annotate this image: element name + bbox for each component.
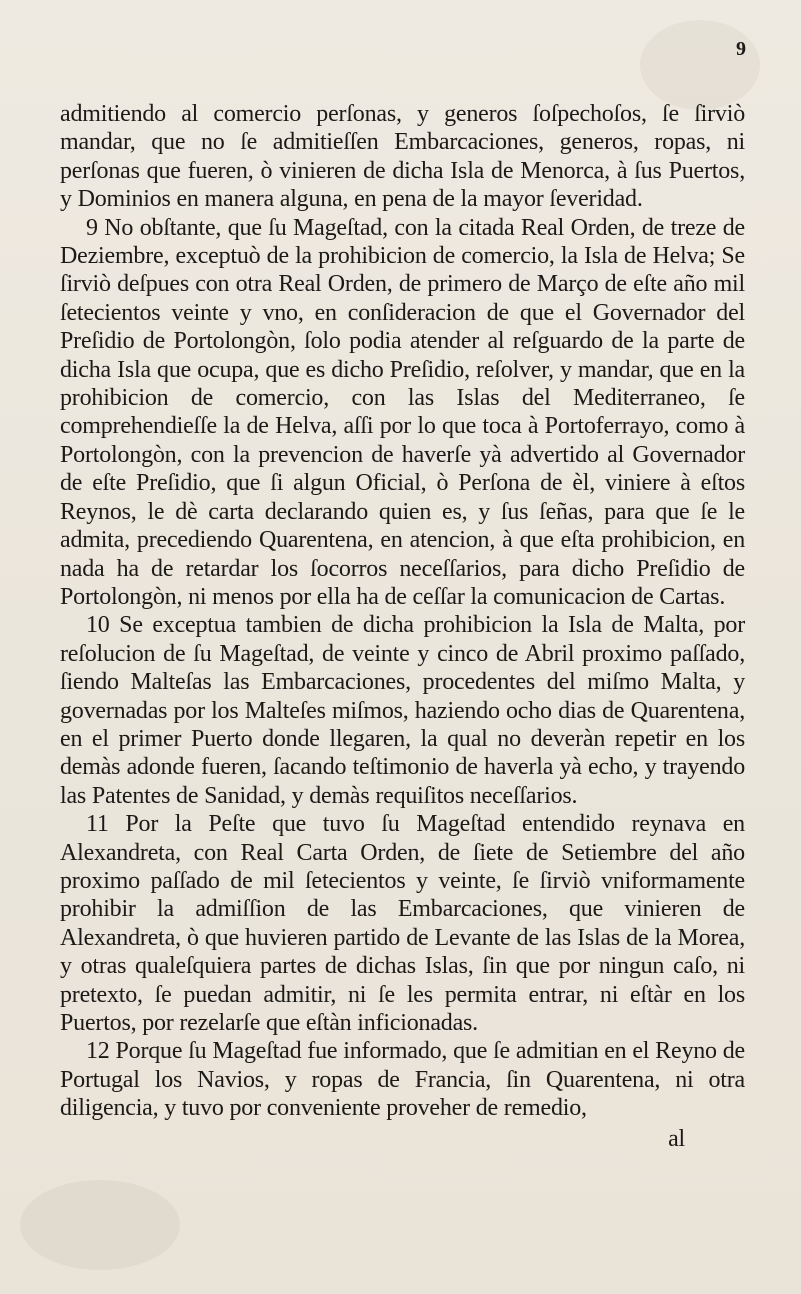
- catchword: al: [668, 1125, 685, 1152]
- page-number: 9: [736, 38, 746, 60]
- paragraph-9: 9 No obſtante, que ſu Mageſtad, con la citada Real Orden, de treze de Deziembre, exceptuò de la prohibicion de comercio, la Isla de Helva; Se ſirviò deſpues con otra Real Orden, de primero de Março de eſte año mil ſetecientos veinte y vno, en conſideracion de que el Governador del Preſidio de Portolongòn, ſolo podia atender al reſguardo de la parte de dicha Isla que ocupa, que es dicho Preſidio, reſolver, y mandar, que en la prohibicion de comercio, con las Islas del Mediterraneo, ſe comprehendieſſe la de Helva, aſſi por lo que toca à Portoferrayo, como à Portolongòn, con la prevencion de haverſe yà advertido al Governador de eſte Preſidio, que ſi algun Oficial, ò Perſona de èl, viniere à eſtos Reynos, le dè carta declarando quien es, y ſus ſeñas, para que ſe le admita, precediendo Quarentena, en atencion, à que eſta prohibicion, en nada ha de retardar los ſocorros neceſſarios, para dicho Preſidio de Portolongòn, ni menos por ella ha de ceſſar la comunicacion de Cartas.: [60, 214, 745, 610]
- paper-stain: [20, 1180, 180, 1270]
- paragraph-10: 10 Se exceptua tambien de dicha prohibicion la Isla de Malta, por reſolucion de ſu Mageſtad, de veinte y cinco de Abril proximo paſſado, ſiendo Malteſas las Embarcaciones, procedentes del miſmo Malta, y governadas por los Malteſes miſmos, haziendo ocho dias de Quarentena, en el primer Puerto donde llegaren, la qual no deveràn repetir en los demàs adonde fueren, ſacando teſtimonio de haverla yà echo, y trayendo las Patentes de Sanidad, y demàs requiſitos neceſſarios.: [60, 612, 745, 809]
- body-text: [60, 40, 745, 1153]
- paragraph-12: 12 Porque ſu Mageſtad fue informado, que ſe admitian en el Reyno de Portugal los Navios, y ropas de Francia, ſin Quarentena, ni otra diligencia, y tuvo por conveniente proveher de remedio,: [60, 1038, 745, 1122]
- paragraph-continuation: admitiendo al comercio perſonas, y generos ſoſpechoſos, ſe ſirviò mandar, que no ſe admitieſſen Embarcaciones, generos, ropas, ni perſonas que fueren, ò vinieren de dicha Isla de Menorca, à ſus Puertos, y Dominios en manera alguna, en pena de la mayor ſeveridad.: [60, 101, 745, 213]
- paragraph-11: 11 Por la Peſte que tuvo ſu Mageſtad entendido reynava en Alexandreta, con Real Carta Orden, de ſiete de Setiembre del año proximo paſſado de mil ſetecientos y veinte, ſe ſirviò vniformamente prohibir la admiſſion de las Embarcaciones, que vinieren de Alexandreta, ò que huvieren partido de Levante de las Islas de la Morea, y otras qualeſquiera partes de dichas Islas, ſin que por ningun caſo, ni pretexto, ſe puedan admitir, ni ſe les permita entrar, ni eſtàr en los Puertos, por rezelarſe que eſtàn inficionadas.: [60, 811, 745, 1036]
